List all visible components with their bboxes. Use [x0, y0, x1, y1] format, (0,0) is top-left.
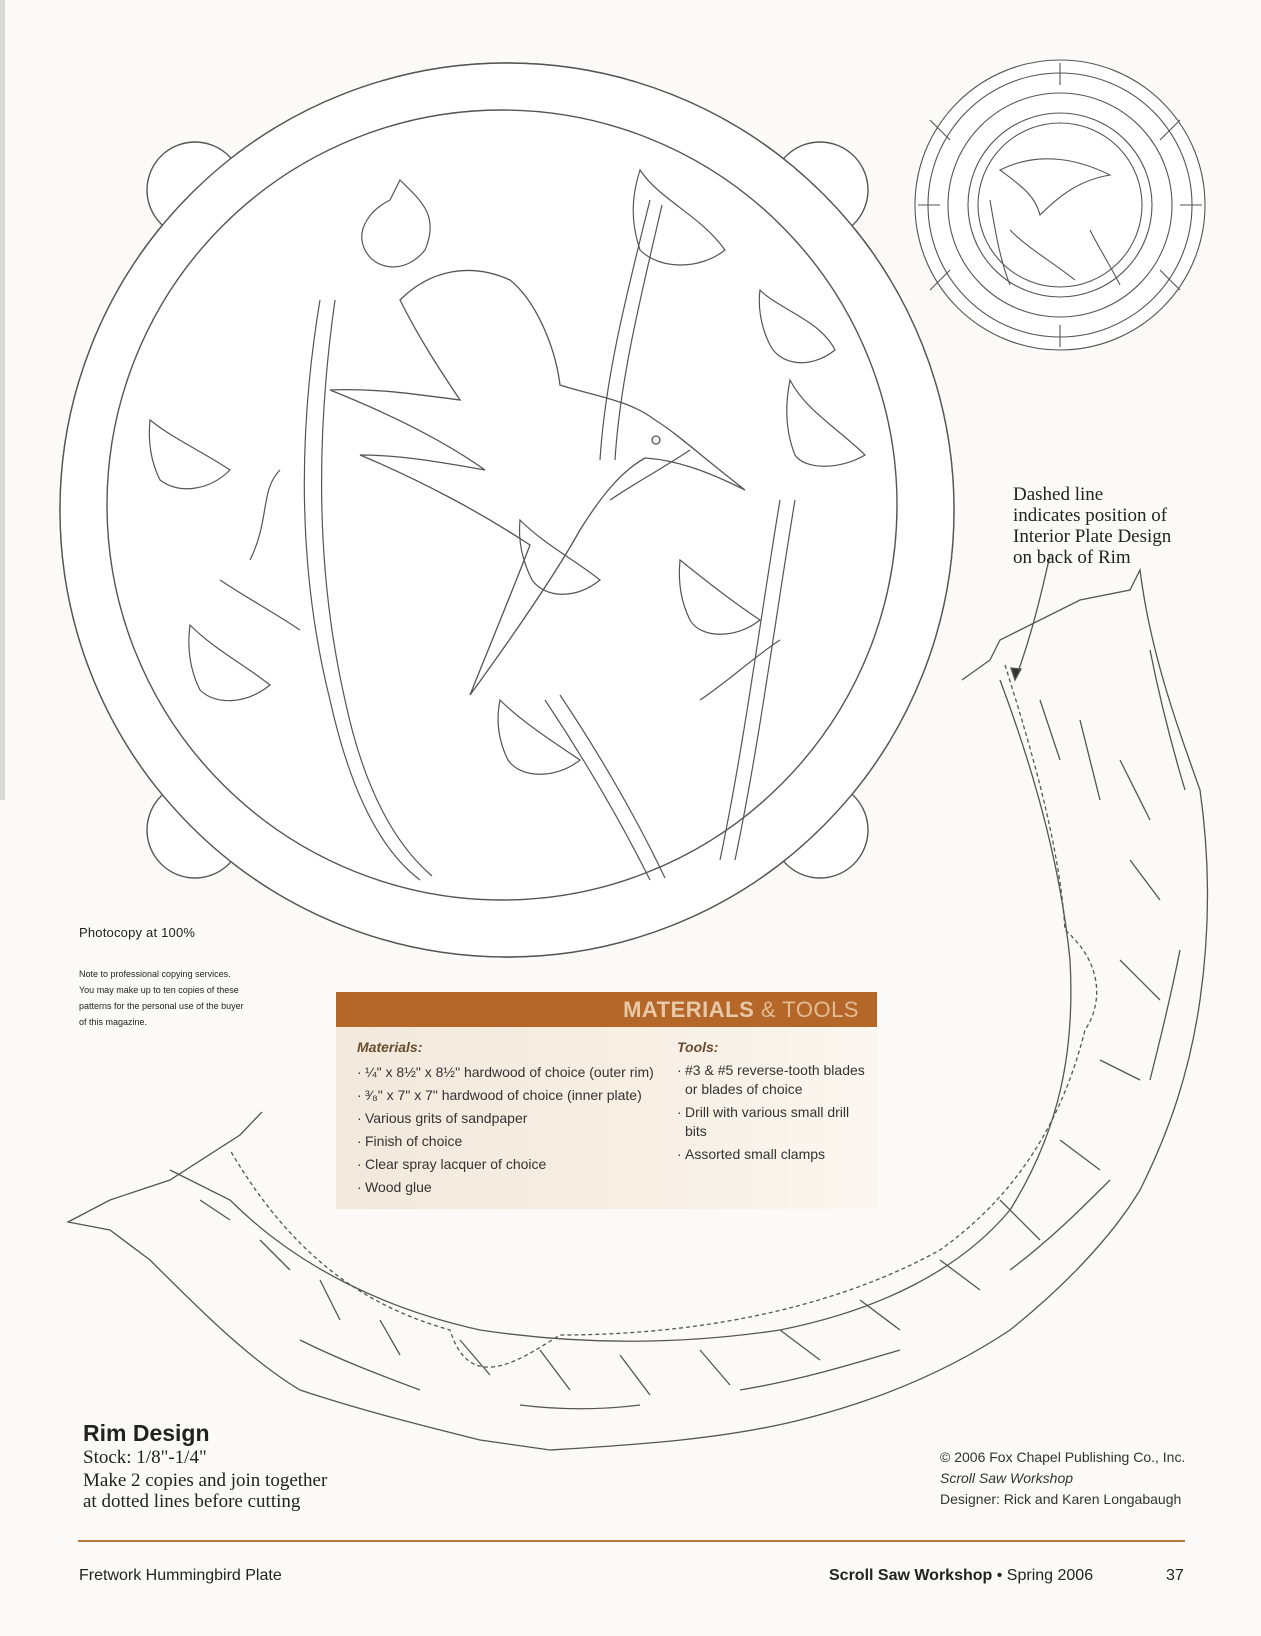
- finished-plate-preview: [915, 60, 1205, 350]
- materials-tools-box: [336, 992, 877, 1209]
- dashed-line-note: [1013, 484, 1203, 568]
- rim-instructions: at dotted lines before cutting: [83, 1491, 301, 1512]
- designer-credit: Designer: Rick and Karen Longabaugh: [940, 1491, 1182, 1507]
- materials-item: · ¼" x 8½" x 8½" hardwood of choice (outer rim): [357, 1061, 667, 1084]
- materials-item: · ³⁄₈" x 7" x 7" hardwood of choice (inner plate): [357, 1084, 667, 1107]
- magazine-name: Scroll Saw Workshop: [829, 1567, 993, 1584]
- dashed-note-line: Interior Plate Design: [1013, 526, 1172, 547]
- materials-item: · Finish of choice: [357, 1130, 667, 1153]
- tools-heading: Tools:: [677, 1039, 719, 1055]
- credits-magazine: Scroll Saw Workshop: [940, 1470, 1074, 1486]
- issue-date: • Spring 2006: [996, 1567, 1094, 1584]
- rim-stock: Stock: 1/8"-1/4": [83, 1447, 207, 1468]
- materials-tools-title: [623, 997, 859, 1023]
- materials-tools-header: [336, 992, 877, 1027]
- photocopy-note: Photocopy at 100%: [79, 925, 196, 940]
- credits-block: [940, 1447, 1185, 1510]
- page-number: 37: [1166, 1567, 1184, 1584]
- tools-item: · Assorted small clamps: [677, 1145, 872, 1164]
- footer-rule: [78, 1540, 1185, 1542]
- tools-list: [677, 1061, 872, 1164]
- materials-title-rest: & TOOLS: [760, 997, 859, 1022]
- tools-column: [677, 1036, 872, 1168]
- rim-instructions: Make 2 copies and join together: [83, 1470, 328, 1491]
- dashed-note-line: Dashed line: [1013, 484, 1104, 505]
- materials-item: · Wood glue: [357, 1176, 667, 1199]
- tools-item: · Drill with various small drill bits: [677, 1103, 872, 1141]
- materials-list: [357, 1061, 667, 1199]
- copyright: © 2006 Fox Chapel Publishing Co., Inc.: [940, 1449, 1186, 1465]
- materials-column: [357, 1036, 667, 1199]
- materials-item: · Various grits of sandpaper: [357, 1107, 667, 1130]
- interior-plate-outline: [60, 63, 954, 957]
- materials-item: · Clear spray lacquer of choice: [357, 1153, 667, 1176]
- dashed-note-line: indicates position of: [1013, 505, 1168, 526]
- magazine-issue: [829, 1567, 1093, 1585]
- tools-item: · #3 & #5 reverse-tooth blades or blades of choice: [677, 1061, 872, 1099]
- article-title: Fretwork Hummingbird Plate: [79, 1567, 282, 1584]
- materials-heading: Materials:: [357, 1039, 423, 1055]
- dashed-note-line: on back of Rim: [1013, 547, 1131, 568]
- copy-notice: Note to professional copying services. You may make up to ten copies of these patterns for the personal use of the buyer of this magazine.: [79, 969, 244, 1027]
- materials-title-bold: MATERIALS: [623, 997, 755, 1022]
- rim-design-title: Rim Design: [83, 1420, 210, 1446]
